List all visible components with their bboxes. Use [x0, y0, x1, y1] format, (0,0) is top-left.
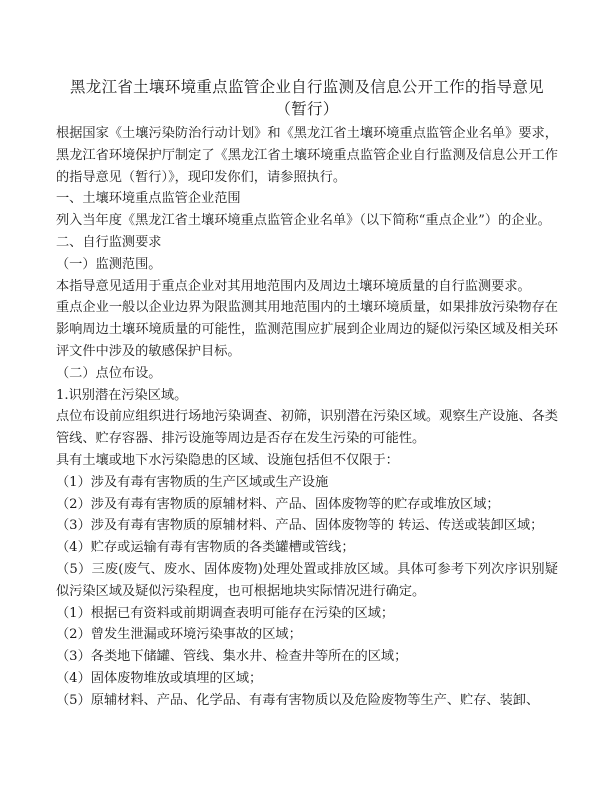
list-item: （5）原辅材料、产品、化学品、有毒有害物质以及危险废物等生产、贮存、装卸、	[56, 692, 540, 708]
identify-paragraph: 点位布设前应组织进行场地污染调查、初筛，识别潜在污染区域。观察生产设施、各类管线、贮存容器、排污设施等周边是否存在发生污染的可能性。	[56, 409, 558, 447]
list-item: （5）三废(废气、废水、固体废物)处理处置或排放区域。具体可参考下列次序识别疑似污染区域及疑似污染程度，也可根据地块实际情况进行确定。	[56, 561, 558, 599]
list-item: （2）曾发生泄漏或环境污染事故的区域；	[56, 627, 302, 643]
list-item: （3）涉及有毒有害物质的原辅材料、产品、固体废物等的 转运、传送或装卸区域；	[56, 518, 544, 534]
subsection-heading-points: （二）点位布设。	[56, 365, 162, 381]
range-paragraph: 本指导意见适用于重点企业对其用地范围内及周边土壤环境质量的自行监测要求。	[56, 278, 531, 294]
intro-paragraph: 根据国家《土壤污染防治行动计划》和《黑龙江省土壤环境重点监管企业名单》要求，黑龙江省环境保护厅制定了《黑龙江省土壤环境重点监管企业自行监测及信息公开工作的指导意见（暂行）》，现印发你们，请参照执行。	[56, 126, 558, 185]
list-item: （3）各类地下储罐、管线、集水井、检查井等所在的区域；	[56, 649, 408, 665]
range-detail-paragraph: 重点企业一般以企业边界为限监测其用地范围内的土壤环境质量，如果排放污染物存在影响周边土壤环境质量的可能性，监测范围应扩展到企业周边的疑似污染区域及相关环评文件中涉及的敏感保护目标。	[56, 300, 558, 359]
list-item: （2）涉及有毒有害物质的原辅材料、产品、固体废物等的贮存或堆放区域；	[56, 496, 500, 512]
list-item: （1）根据已有资料或前期调查表明可能存在污染的区域；	[56, 605, 395, 621]
list-item: （1）涉及有毒有害物质的生产区域或生产设施	[56, 474, 329, 490]
subsection-heading-range: （一）监测范围。	[56, 256, 162, 272]
document-title: 黑龙江省土壤环境重点监管企业自行监测及信息公开工作的指导意见（暂行）	[69, 78, 544, 118]
section-heading-monitoring: 二、自行监测要求	[56, 234, 162, 250]
list-item: （4）固体废物堆放或填埋的区域；	[56, 670, 263, 686]
section-heading-scope: 一、土壤环境重点监管企业范围	[56, 191, 241, 207]
hazard-areas-intro: 具有土壤或地下水污染隐患的区域、设施包括但不仅限于：	[56, 452, 399, 468]
list-item: （4）贮存或运输有毒有害物质的各类罐槽或管线；	[56, 540, 355, 556]
scope-paragraph: 列入当年度《黑龙江省土壤环境重点监管企业名单》（以下简称“重点企业”）的企业。	[56, 213, 551, 229]
document-body	[56, 123, 558, 712]
document-page	[56, 76, 558, 712]
item-heading-identify: 1.识别潜在污染区域。	[56, 387, 188, 403]
